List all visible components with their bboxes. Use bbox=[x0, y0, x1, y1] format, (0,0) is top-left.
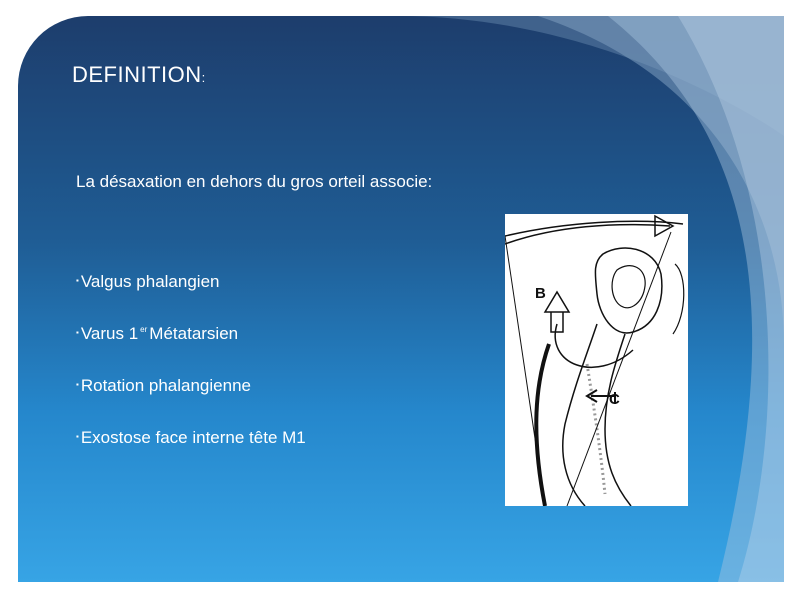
bullet-text: Varus 1 bbox=[80, 324, 139, 343]
diagram-label-b: B bbox=[535, 285, 546, 302]
slide-background bbox=[18, 16, 784, 582]
bullet-item-rotation bbox=[76, 376, 251, 396]
slide-title-colon: : bbox=[201, 70, 206, 85]
bullet-text: Rotation phalangienne bbox=[80, 376, 251, 395]
hallux-valgus-diagram bbox=[505, 214, 688, 506]
bullet-text: Exostose face interne tête M1 bbox=[80, 428, 306, 447]
diagram-label-c: C bbox=[609, 391, 620, 408]
bullet-text: Valgus phalangien bbox=[80, 272, 220, 291]
bullet-superscript: er bbox=[140, 325, 148, 334]
intro-text: La désaxation en dehors du gros orteil associe: bbox=[76, 172, 433, 191]
diagram-drawing bbox=[505, 214, 688, 506]
bullet-marker: ▪ bbox=[76, 328, 79, 337]
slide-title bbox=[72, 62, 206, 88]
bullet-item-valgus bbox=[76, 272, 219, 292]
bullet-marker: ▪ bbox=[76, 432, 79, 441]
bullet-marker: ▪ bbox=[76, 276, 79, 285]
slide-title-text: DEFINITION bbox=[72, 62, 202, 87]
bullet-text-suffix: Métatarsien bbox=[149, 324, 239, 343]
bullet-item-exostose bbox=[76, 428, 306, 448]
bullet-marker: ▪ bbox=[76, 380, 79, 389]
bullet-item-varus bbox=[76, 324, 238, 344]
